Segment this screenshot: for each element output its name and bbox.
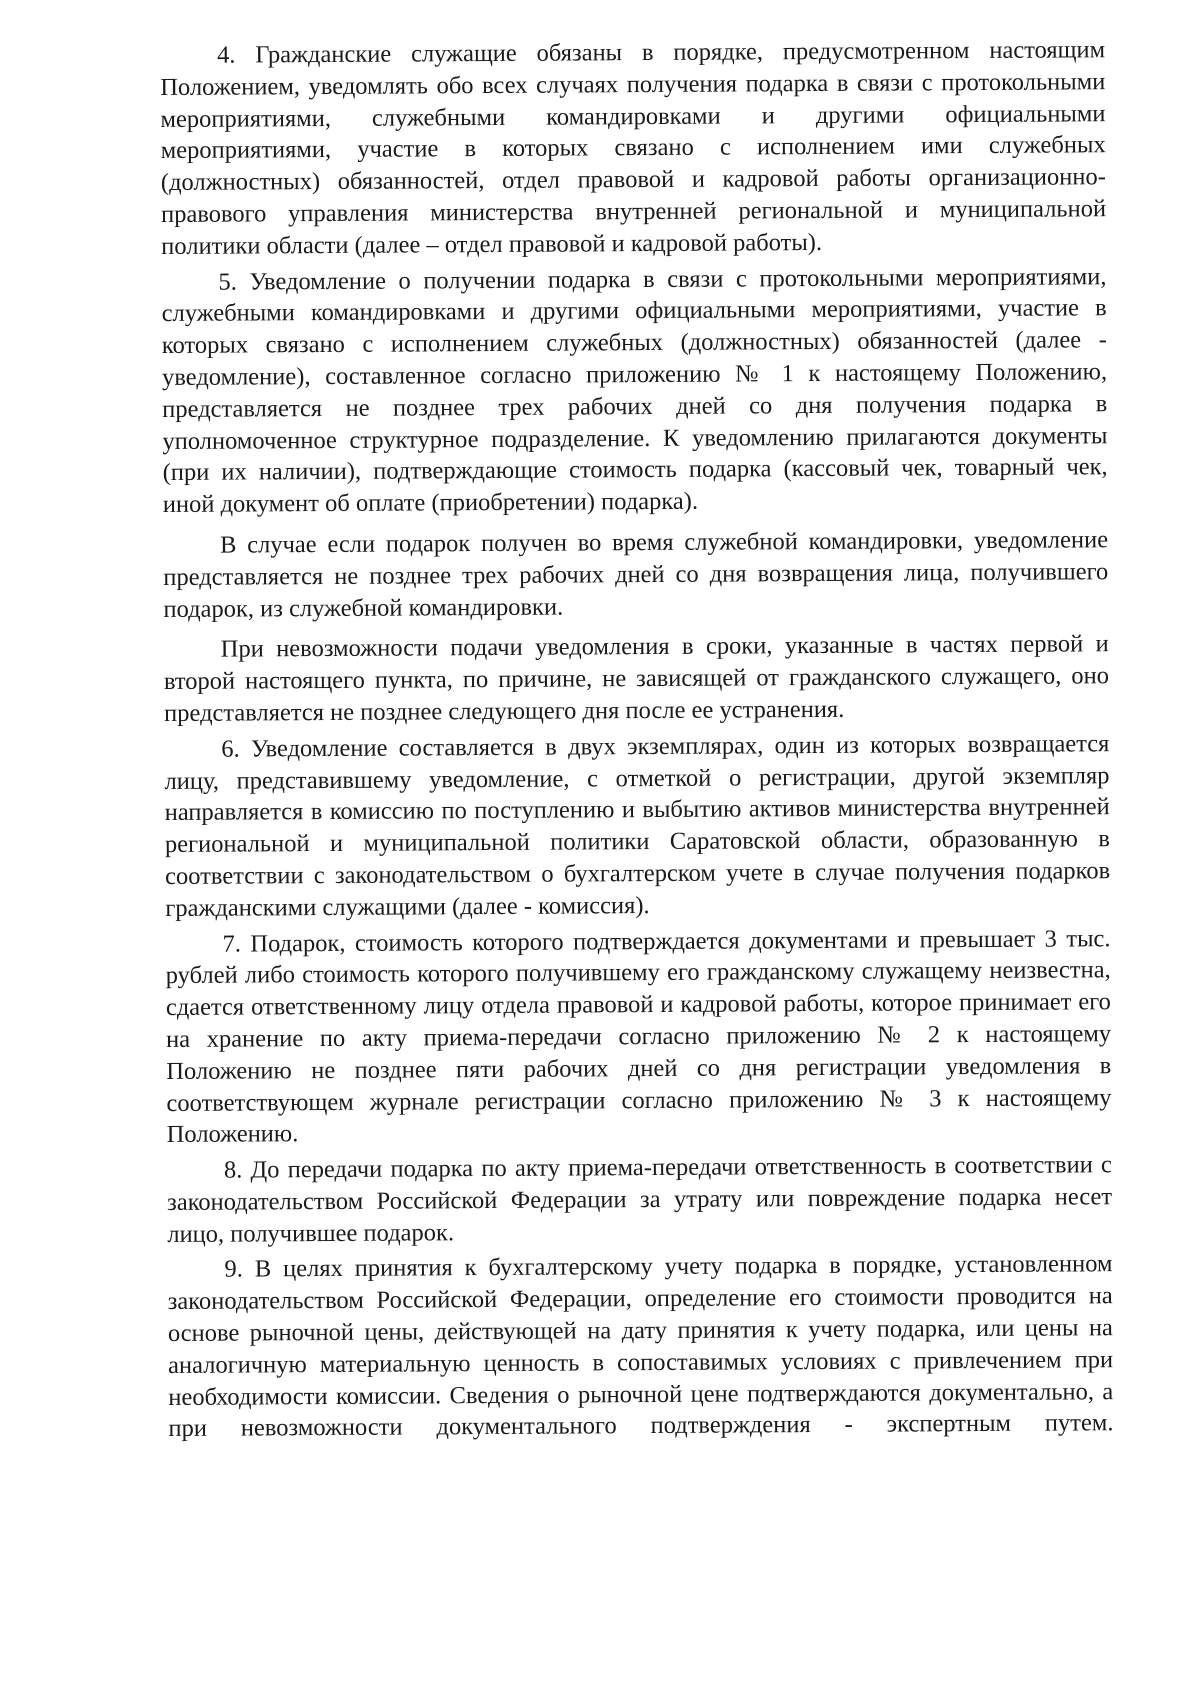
paragraph-item-4: 4. Гражданские служащие обязаны в порядке, предусмотренном настоящим Положением, уведомлять обо всех случаях получения подарка в связи с протокольными мероприятиями, служебными командировками и другими официальными мероприятиями, участие в которых связано с исполнением ими служебных (должностных) обязанностей, отдел правовой и кадровой работы организационно-правового управления министерства внутренней региональной и муниципальной политики области (далее – отдел правовой и кадровой работы). [160, 36, 1107, 260]
paragraph-item-5: 5. Уведомление о получении подарка в связи с протокольными мероприятиями, служебными командировками и другими официальными мероприятиями, участие в которых связано с исполнением служебных (должностных) обязанностей (далее - уведомление), составленное согласно приложению № 1 к настоящему Положению, представляется не позднее трех рабочих дней со дня получения подарка в уполномоченное структурное подразделение. К уведомлению прилагаются документы (при их наличии), подтверждающие стоимость подарка (кассовый чек, товарный чек, иной документ об оплате (приобретении) подарка). [161, 262, 1108, 519]
paragraph-item-9: 9. В целях принятия к бухгалтерскому учету подарка в порядке, установленном законодательством Российской Федерации, определение его стоимости проводится на основе рыночной цены, действующей на дату принятия к учету подарка, или цены на аналогичную материальную ценность в сопоставимых условиях с привлечением при необходимости комиссии. Сведения о рыночной цене подтверждаются документально, а при невозможности документального подтверждения - экспертным путем. [167, 1250, 1114, 1443]
document-body [160, 34, 1114, 1445]
paragraph-item-7: 7. Подарок, стоимость которого подтверждается документами и превышает 3 тыс. рублей либо стоимость которого получившему его гражданскому служащему неизвестна, сдается ответственному лицу отдела правовой и кадровой работы, которое принимает его на хранение по акту приема-передачи согласно приложению № 2 к настоящему Положению не позднее пяти рабочих дней со дня регистрации уведомления в соответствующем журнале регистрации согласно приложению № 3 к настоящему Положению. [165, 924, 1112, 1149]
paragraph-item-5-part-3: При невозможности подачи уведомления в сроки, указанные в частях первой и второй настоящего пункта, по причине, не зависящей от гражданского служащего, оно представляется не позднее следующего дня после ее устранения. [163, 630, 1109, 727]
paragraph-item-5-part-2: В случае если подарок получен во время служебной командировки, уведомление представляется не позднее трех рабочих дней со дня возвращения лица, получившего подарок, из служебной командировки. [163, 526, 1109, 623]
paragraph-item-6: 6. Уведомление составляется в двух экземплярах, один из которых возвращается лицу, представившему уведомление, с отметкой о регистрации, другой экземпляр направляется в комиссию по поступлению и выбытию активов министерства внутренней региональной и муниципальной политики Саратовской области, образованную в соответствии с законодательством о бухгалтерском учете в случае получения подарков гражданскими служащими (далее - комиссия). [164, 729, 1111, 922]
paragraph-item-8: 8. До передачи подарка по акту приема-передачи ответственность в соответствии с законодательством Российской Федерации за утрату или повреждение подарка несет лицо, получившее подарок. [167, 1151, 1113, 1248]
